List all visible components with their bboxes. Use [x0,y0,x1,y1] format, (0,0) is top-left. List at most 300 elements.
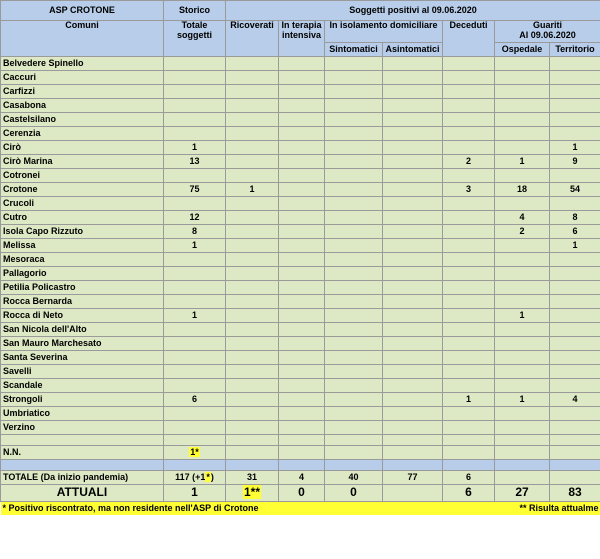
cell-sintomatici [325,169,383,183]
cell-territorio [550,71,600,85]
header-sintomatici: Sintomatici [325,43,383,57]
cell-intensiva [279,155,325,169]
cell-deceduti [443,295,495,309]
cell-asintomatici [383,393,443,407]
cell-totale [164,421,226,435]
cell-asintomatici [383,323,443,337]
cell-deceduti: 1 [443,393,495,407]
cell-ospedale [495,239,550,253]
cell-deceduti [443,197,495,211]
totale-cell-sintomatici: 40 [325,471,383,485]
cell-totale: 1 [164,309,226,323]
cell-ospedale [495,421,550,435]
cell-intensiva [279,197,325,211]
cell-totale [164,267,226,281]
table-row-nn [1,446,600,460]
cell-ospedale [495,407,550,421]
cell-ricoverati [226,225,279,239]
cell-asintomatici [383,295,443,309]
cell-sintomatici [325,239,383,253]
header-isolamento: In isolamento domiciliare [325,21,443,43]
cell-totale [164,365,226,379]
cell-ospedale [495,253,550,267]
cell-asintomatici [383,421,443,435]
table-row [1,71,600,85]
cell-territorio: 6 [550,225,600,239]
totale-close: ) [210,471,214,482]
cell-totale [164,71,226,85]
cell-asintomatici [383,57,443,71]
cell-intensiva [279,281,325,295]
comune-name: Rocca Bernarda [1,295,164,309]
cell-sintomatici [325,57,383,71]
cell-asintomatici [383,113,443,127]
cell-intensiva [279,323,325,337]
table-row [1,127,600,141]
cell-territorio [550,379,600,393]
cell-territorio [550,407,600,421]
spacer-cell [495,435,550,446]
cell-ricoverati [226,71,279,85]
totale-main: 117 (+1 [175,471,206,482]
separator-cell [226,460,279,471]
cell-totale [164,351,226,365]
cell-territorio [550,365,600,379]
table-row [1,225,600,239]
separator-cell [164,460,226,471]
cell-intensiva [279,351,325,365]
cell-ricoverati [226,379,279,393]
header-storico: Storico [164,1,226,21]
cell-ospedale [495,379,550,393]
cell-territorio [550,351,600,365]
attuali-cell-ricoverati [226,485,279,502]
cell-ricoverati [226,309,279,323]
comune-name: Cirò Marina [1,155,164,169]
cell-intensiva [279,169,325,183]
comune-name: Strongoli [1,393,164,407]
cell-totale [164,323,226,337]
header-comuni: Comuni [1,21,164,57]
cell-intensiva [279,211,325,225]
cell-ricoverati [226,351,279,365]
cell-asintomatici [383,197,443,211]
cell-asintomatici [383,85,443,99]
cell-sintomatici [325,379,383,393]
attuali-cell-intensiva: 0 [279,485,325,502]
comune-name: Cotronei [1,169,164,183]
cell-empty [383,446,443,460]
cell-sintomatici [325,323,383,337]
comune-name: N.N. [1,446,164,460]
attuali-cell-territorio: 83 [550,485,600,502]
cell-sintomatici [325,99,383,113]
cell-totale [164,99,226,113]
separator-cell [383,460,443,471]
cell-ricoverati [226,99,279,113]
spacer-cell [325,435,383,446]
cell-asintomatici [383,155,443,169]
header-soggetti-title: Soggetti positivi al 09.06.2020 [226,1,600,21]
cell-territorio [550,113,600,127]
table-row [1,281,600,295]
cell-asintomatici [383,267,443,281]
cell-territorio [550,267,600,281]
cell-asintomatici [383,169,443,183]
table-row [1,365,600,379]
table-row [1,295,600,309]
cell-intensiva [279,183,325,197]
cell-ospedale: 1 [495,393,550,407]
cell-intensiva [279,379,325,393]
spacer-cell [164,435,226,446]
cell-totale: 8 [164,225,226,239]
cell-deceduti: 3 [443,183,495,197]
cell-ricoverati [226,365,279,379]
cell-ospedale [495,323,550,337]
cell-territorio: 54 [550,183,600,197]
cell-territorio [550,253,600,267]
cell-ricoverati [226,57,279,71]
cell-deceduti [443,113,495,127]
comune-name: Savelli [1,365,164,379]
cell-ricoverati [226,169,279,183]
header-asp: ASP CROTONE [1,1,164,21]
cell-empty [325,446,383,460]
cell-ricoverati [226,393,279,407]
cell-ospedale [495,99,550,113]
cell-asintomatici [383,309,443,323]
cell-sintomatici [325,127,383,141]
cell-deceduti [443,99,495,113]
cell-ospedale [495,57,550,71]
spacer-cell [279,435,325,446]
separator-cell [325,460,383,471]
header-guariti-line2: Al 09.06.2020 [519,29,576,40]
cell-ricoverati: 1 [226,183,279,197]
cell-asintomatici [383,99,443,113]
table-row [1,197,600,211]
table-row [1,267,600,281]
cell-intensiva [279,127,325,141]
cell-sintomatici [325,85,383,99]
cell-deceduti [443,211,495,225]
cell-intensiva [279,57,325,71]
cell-territorio: 4 [550,393,600,407]
comune-name: Mesoraca [1,253,164,267]
cell-totale [164,446,226,460]
cell-sintomatici [325,183,383,197]
separator-cell [443,460,495,471]
comune-name: Crucoli [1,197,164,211]
cell-territorio: 8 [550,211,600,225]
totale-cell-ospedale [495,471,550,485]
cell-ricoverati [226,155,279,169]
cell-asintomatici [383,183,443,197]
cell-intensiva [279,141,325,155]
spacer-row [1,435,600,446]
cell-ospedale [495,85,550,99]
table-row [1,393,600,407]
cell-totale [164,197,226,211]
totale-label: TOTALE (Da inizio pandemia) [1,471,164,485]
cell-intensiva [279,113,325,127]
cell-territorio [550,323,600,337]
cell-ospedale [495,127,550,141]
cell-deceduti [443,379,495,393]
separator-row [1,460,600,471]
totale-cell-totale [164,471,226,485]
cell-ospedale [495,113,550,127]
cell-territorio [550,281,600,295]
cell-deceduti [443,421,495,435]
table-row [1,239,600,253]
totale-star: * [206,471,210,482]
totale-cell-intensiva: 4 [279,471,325,485]
separator-cell [550,460,600,471]
cell-empty [495,446,550,460]
cell-intensiva [279,393,325,407]
comune-name: Cutro [1,211,164,225]
cell-territorio [550,127,600,141]
cell-sintomatici [325,365,383,379]
comune-name: Caccuri [1,71,164,85]
cell-sintomatici [325,295,383,309]
cell-sintomatici [325,71,383,85]
nn-totale-highlight: 1* [190,446,199,457]
cell-asintomatici [383,127,443,141]
cell-totale: 6 [164,393,226,407]
table-row [1,309,600,323]
cell-ricoverati [226,295,279,309]
attuali-cell-sintomatici: 0 [325,485,383,502]
comune-name: Petilia Policastro [1,281,164,295]
attuali-cell-deceduti: 6 [443,485,495,502]
cell-deceduti [443,71,495,85]
cell-intensiva [279,253,325,267]
cell-ricoverati [226,127,279,141]
table-row [1,99,600,113]
separator-cell [279,460,325,471]
attuali-ricoverati-highlight: 1** [243,485,260,500]
cell-ricoverati [226,281,279,295]
cell-intensiva [279,337,325,351]
cell-sintomatici [325,351,383,365]
cell-deceduti [443,323,495,337]
cell-ospedale [495,267,550,281]
cell-deceduti [443,281,495,295]
table-row [1,351,600,365]
cell-sintomatici [325,141,383,155]
cell-intensiva [279,71,325,85]
separator-cell [495,460,550,471]
cell-sintomatici [325,155,383,169]
cell-deceduti [443,85,495,99]
header-guariti [495,21,600,43]
cell-totale [164,281,226,295]
spacer-cell [443,435,495,446]
cell-ospedale [495,281,550,295]
cell-territorio [550,99,600,113]
attuali-cell-asintomatici [383,485,443,502]
cell-empty [226,446,279,460]
cell-intensiva [279,99,325,113]
cell-deceduti: 2 [443,155,495,169]
cell-ospedale: 2 [495,225,550,239]
cell-asintomatici [383,141,443,155]
cell-totale [164,169,226,183]
spacer-cell [226,435,279,446]
footnote-left: * Positivo riscontrato, ma non residente nell'ASP di Crotone [1,502,383,516]
comune-name: Isola Capo Rizzuto [1,225,164,239]
table-row [1,57,600,71]
cell-deceduti [443,351,495,365]
cell-sintomatici [325,309,383,323]
cell-deceduti [443,253,495,267]
cell-ospedale [495,169,550,183]
cell-ospedale: 4 [495,211,550,225]
cell-ricoverati [226,407,279,421]
cell-ospedale [495,295,550,309]
cell-ricoverati [226,113,279,127]
table-row [1,169,600,183]
cell-totale [164,113,226,127]
comune-name: Umbriatico [1,407,164,421]
cell-totale: 1 [164,141,226,155]
table-row [1,379,600,393]
cell-ospedale: 18 [495,183,550,197]
comune-name: Casabona [1,99,164,113]
cell-intensiva [279,239,325,253]
cell-ricoverati [226,253,279,267]
cell-asintomatici [383,407,443,421]
comune-name: San Nicola dell'Alto [1,323,164,337]
cell-sintomatici [325,267,383,281]
cell-totale [164,253,226,267]
table-row [1,141,600,155]
attuali-cell-totale: 1 [164,485,226,502]
table-row [1,211,600,225]
cell-territorio: 1 [550,239,600,253]
totale-cell-territorio [550,471,600,485]
cell-asintomatici [383,211,443,225]
cell-ricoverati [226,239,279,253]
comune-name: Scandale [1,379,164,393]
cell-asintomatici [383,225,443,239]
header-deceduti: Deceduti [443,21,495,57]
cell-territorio: 9 [550,155,600,169]
cell-intensiva [279,267,325,281]
attuali-cell-ospedale: 27 [495,485,550,502]
cell-totale [164,295,226,309]
footnote-row [1,502,600,516]
header-territorio: Territorio [550,43,600,57]
comune-name: Santa Severina [1,351,164,365]
comune-name: Verzino [1,421,164,435]
attuali-label: ATTUALI [1,485,164,502]
cell-territorio [550,169,600,183]
cell-territorio [550,57,600,71]
cell-intensiva [279,309,325,323]
comune-name: Pallagorio [1,267,164,281]
cell-asintomatici [383,351,443,365]
cell-sintomatici [325,225,383,239]
comune-name: Belvedere Spinello [1,57,164,71]
table-row [1,407,600,421]
cell-deceduti [443,141,495,155]
cell-deceduti [443,127,495,141]
cell-territorio [550,85,600,99]
cell-totale: 12 [164,211,226,225]
totale-cell-asintomatici: 77 [383,471,443,485]
comune-name: Cerenzia [1,127,164,141]
cell-ospedale [495,351,550,365]
totale-cell-deceduti: 6 [443,471,495,485]
cell-ricoverati [226,267,279,281]
comune-name: Melissa [1,239,164,253]
comune-name: Carfizzi [1,85,164,99]
cell-sintomatici [325,421,383,435]
cell-territorio [550,295,600,309]
cell-sintomatici [325,113,383,127]
cell-territorio: 1 [550,141,600,155]
cell-deceduti [443,225,495,239]
cell-empty [279,446,325,460]
cell-totale [164,379,226,393]
cell-empty [443,446,495,460]
cell-territorio [550,309,600,323]
header-guariti-line1: Guariti [532,20,562,30]
cell-totale: 1 [164,239,226,253]
spacer-cell [383,435,443,446]
cell-ospedale: 1 [495,309,550,323]
comune-name: Cirò [1,141,164,155]
cell-totale: 13 [164,155,226,169]
cell-deceduti [443,57,495,71]
cell-totale [164,85,226,99]
cell-intensiva [279,407,325,421]
table-row [1,253,600,267]
cell-sintomatici [325,337,383,351]
cell-sintomatici [325,281,383,295]
cell-totale: 75 [164,183,226,197]
cell-ospedale [495,141,550,155]
cell-intensiva [279,85,325,99]
comune-name: San Mauro Marchesato [1,337,164,351]
cell-sintomatici [325,393,383,407]
cell-ricoverati [226,197,279,211]
cell-deceduti [443,267,495,281]
cell-asintomatici [383,365,443,379]
cell-asintomatici [383,253,443,267]
cell-deceduti [443,337,495,351]
cell-asintomatici [383,379,443,393]
comune-name: Rocca di Neto [1,309,164,323]
cell-asintomatici [383,71,443,85]
cell-ospedale [495,365,550,379]
cell-ricoverati [226,141,279,155]
cell-totale [164,407,226,421]
cell-intensiva [279,295,325,309]
attuali-row [1,485,600,502]
header-terapia-intensiva: In terapia intensiva [279,21,325,57]
cell-empty [550,446,600,460]
cell-sintomatici [325,211,383,225]
cell-ospedale [495,337,550,351]
cell-sintomatici [325,253,383,267]
cell-deceduti [443,407,495,421]
cell-intensiva [279,365,325,379]
